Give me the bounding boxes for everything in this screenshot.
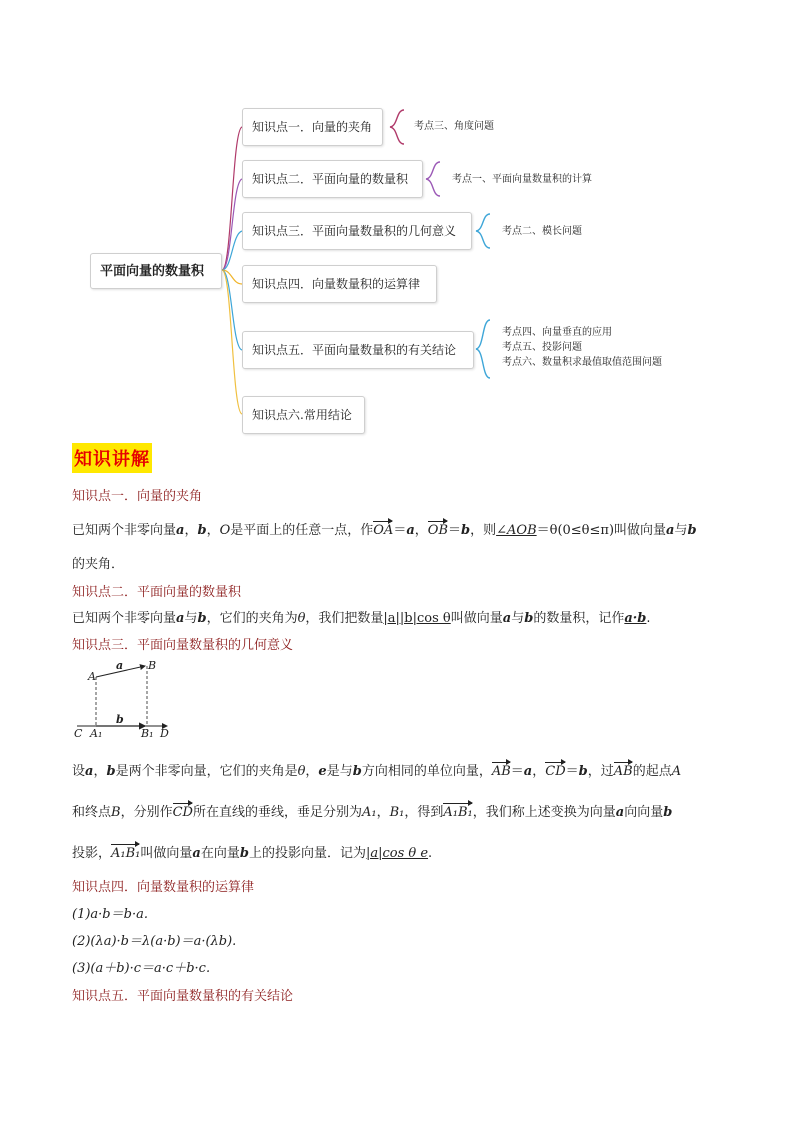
figure-label-D: D <box>160 727 169 740</box>
mindmap-root: 平面向量的数量积 <box>90 253 222 289</box>
section-title-2: 知识点二．平面向量的数量积 <box>72 585 242 600</box>
mindmap-node-2: 知识点二．平面向量的数量积 <box>242 160 423 198</box>
section-title-1: 知识点一．向量的夹角 <box>72 489 203 504</box>
section-title-3: 知识点三．平面向量数量积的几何意义 <box>72 638 294 653</box>
mindmap-node-6: 知识点六.常用结论 <box>242 396 365 434</box>
mindmap-leaf-modulus: 考点二、模长问题 <box>502 226 582 237</box>
section-title-5: 知识点五．平面向量数量积的有关结论 <box>72 989 294 1004</box>
figure-label-B1: B₁ <box>141 727 154 740</box>
mindmap-leaf-proj: 考点五、投影问题 <box>502 342 582 353</box>
figure-label-a: a <box>116 659 124 672</box>
figure-label-A: A <box>88 670 96 683</box>
paragraph-1-line-2: 的夹角． <box>72 557 125 572</box>
paragraph-3-line-3: 投影，A₁B₁叫做向量a在向量b上的投影向量．记为|a|cos θ e. <box>72 846 433 861</box>
figure-label-A1: A₁ <box>90 727 103 740</box>
figure-label-C: C <box>74 727 83 740</box>
law-distributive: (3)(a＋b)·c＝a·c＋b·c. <box>72 961 211 976</box>
mindmap-node-3: 知识点三．平面向量数量积的几何意义 <box>242 212 472 250</box>
mindmap-leaf-range: 考点六、数量积求最值取值范围问题 <box>502 357 662 368</box>
paragraph-1-line-1: 已知两个非零向量a，b，O是平面上的任意一点，作OA＝a，OB＝b，则∠AOB＝θ(0≤θ≤π)叫做向量a与b <box>72 523 697 538</box>
section-title-4: 知识点四．向量数量积的运算律 <box>72 880 255 895</box>
paragraph-3-line-2: 和终点B，分别作CD所在直线的垂线，垂足分别为A₁，B₁，得到A₁B₁，我们称上述变换为向量a向向量b <box>72 805 673 820</box>
paragraph-3-line-1: 设a，b是两个非零向量，它们的夹角是θ，e是与b方向相同的单位向量，AB＝a，CD＝b，过AB的起点A <box>72 764 682 779</box>
mindmap-node-4: 知识点四．向量数量积的运算律 <box>242 265 437 303</box>
figure-label-b: b <box>116 713 124 726</box>
mindmap-leaf-calc: 考点一、平面向量数量积的计算 <box>452 174 592 185</box>
paragraph-2: 已知两个非零向量a与b，它们的夹角为θ，我们把数量|a||b|cos θ叫做向量a与b的数量积，记作a·b. <box>72 611 651 626</box>
mindmap-node-1: 知识点一．向量的夹角 <box>242 108 383 146</box>
mindmap-node-5: 知识点五．平面向量数量积的有关结论 <box>242 331 474 369</box>
figure-label-B: B <box>148 659 157 672</box>
knowledge-badge: 知识讲解 <box>72 443 152 473</box>
law-commutative: (1)a·b＝b·a. <box>72 907 148 922</box>
mindmap-leaf-perp: 考点四、向量垂直的应用 <box>502 327 612 338</box>
mindmap-leaf-angle: 考点三、角度问题 <box>414 121 494 132</box>
law-scalar: (2)(λa)·b＝λ(a·b)＝a·(λb). <box>72 934 237 949</box>
